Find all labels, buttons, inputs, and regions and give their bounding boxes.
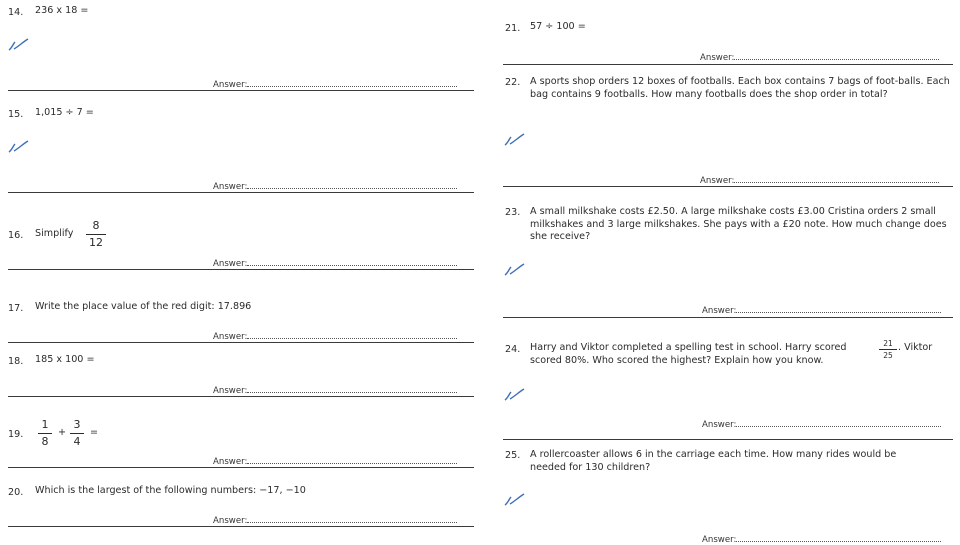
answer-label: Answer:: [213, 516, 248, 526]
q24-text-after: . Viktor: [898, 342, 933, 353]
q19-answer[interactable]: [213, 455, 457, 467]
answer-label: Answer:: [702, 420, 737, 430]
q14-answer[interactable]: [213, 78, 457, 90]
divider: [8, 396, 474, 397]
q23-number: 23.: [505, 207, 521, 218]
answer-label: Answer:: [700, 53, 735, 63]
q24-number: 24.: [505, 344, 521, 355]
divider: [8, 342, 474, 343]
answer-label: Answer:: [702, 306, 737, 316]
q24-answer[interactable]: [702, 418, 941, 430]
answer-label: Answer:: [213, 182, 248, 192]
q17-answer[interactable]: [213, 330, 457, 342]
q16-text: Simplify: [35, 228, 74, 239]
checkmark-tick-icon: [504, 493, 526, 507]
q18-number: 18.: [8, 356, 24, 367]
q16-number: 16.: [8, 230, 24, 241]
answer-label: Answer:: [700, 176, 735, 186]
q25-answer[interactable]: [702, 533, 941, 545]
q15-text: 1,015 ÷ 7 =: [35, 107, 94, 118]
q15-answer[interactable]: [213, 180, 457, 192]
divider: [8, 269, 474, 270]
q17-number: 17.: [8, 303, 24, 314]
fraction-denominator: 4: [73, 435, 81, 448]
divider: [503, 186, 953, 187]
q25-text: A rollercoaster allows 6 in the carriage each time. How many rides would be needed for 130 children?: [530, 449, 897, 473]
checkmark-tick-icon: [504, 263, 526, 277]
checkmark-tick-icon: [504, 133, 526, 147]
q21-answer[interactable]: [700, 51, 939, 63]
divider: [8, 467, 474, 468]
fraction-denominator: 25: [883, 351, 893, 360]
q22-answer[interactable]: [700, 174, 939, 186]
q24-text-before: Harry and Viktor completed a spelling test in school. Harry scored: [530, 342, 847, 353]
q19-fraction-1: [38, 418, 52, 449]
fraction-denominator: 8: [41, 435, 49, 448]
q19-fraction-2: [70, 418, 84, 449]
answer-label: Answer:: [213, 80, 248, 90]
q18-answer[interactable]: [213, 384, 457, 396]
divider: [503, 439, 953, 440]
answer-label: Answer:: [213, 259, 248, 269]
q20-answer[interactable]: [213, 514, 457, 526]
q15-number: 15.: [8, 109, 24, 120]
q21-number: 21.: [505, 23, 521, 34]
answer-label: Answer:: [213, 332, 248, 342]
q21-text: 57 ÷ 100 =: [530, 21, 586, 32]
q16-fraction: [86, 219, 106, 250]
divider: [8, 90, 474, 91]
fraction-numerator: 1: [41, 418, 49, 431]
q20-text: Which is the largest of the following numbers: −17, −10: [35, 485, 306, 496]
q18-text: 185 x 100 =: [35, 354, 95, 365]
fraction-numerator: 3: [73, 418, 81, 431]
q14-number: 14.: [8, 7, 24, 18]
q17-text: Write the place value of the red digit: 17.896: [35, 301, 252, 312]
q24-text-line2: scored 80%. Who scored the highest? Explain how you know.: [530, 355, 824, 366]
answer-label: Answer:: [702, 535, 737, 545]
answer-label: Answer:: [213, 386, 248, 396]
q24-fraction: [879, 339, 897, 360]
divider: [503, 317, 953, 318]
q19-number: 19.: [8, 429, 24, 440]
q20-number: 20.: [8, 487, 24, 498]
q23-answer[interactable]: [702, 304, 941, 316]
divider: [8, 526, 474, 527]
q22-number: 22.: [505, 77, 521, 88]
divider: [503, 64, 953, 65]
q25-number: 25.: [505, 450, 521, 461]
checkmark-tick-icon: [8, 38, 30, 52]
q19-equals: =: [90, 427, 99, 438]
fraction-denominator: 12: [89, 236, 103, 249]
q23-text: A small milkshake costs £2.50. A large milkshake costs £3.00 Cristina orders 2 small milkshakes and 3 large milkshakes. She pays with a £20 note. How much change does she receive?: [530, 206, 947, 242]
q16-answer[interactable]: [213, 257, 457, 269]
q19-plus: +: [58, 427, 67, 438]
checkmark-tick-icon: [504, 388, 526, 402]
answer-label: Answer:: [213, 457, 248, 467]
fraction-numerator: 21: [883, 339, 893, 348]
checkmark-tick-icon: [8, 140, 30, 154]
divider: [8, 192, 474, 193]
q14-text: 236 x 18 =: [35, 5, 89, 16]
q22-text: A sports shop orders 12 boxes of footballs. Each box contains 7 bags of foot-balls. Each bag contains 9 footballs. How many footballs does the shop order in total?: [530, 76, 950, 100]
fraction-numerator: 8: [92, 219, 100, 232]
